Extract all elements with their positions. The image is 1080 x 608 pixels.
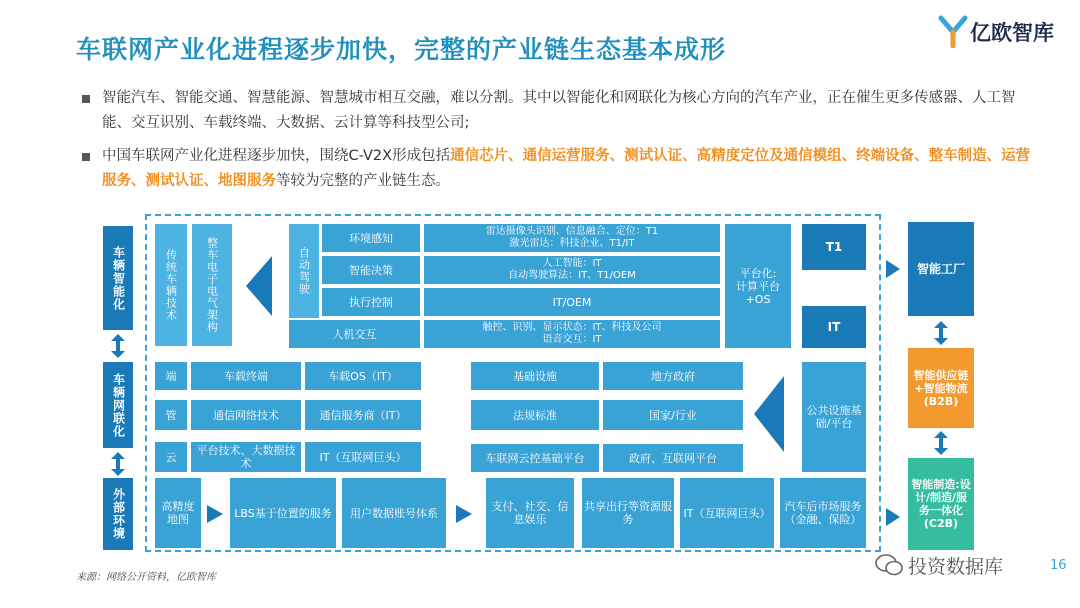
traditional-vehicle-tech: 传统车辆技术	[155, 224, 187, 346]
vehicle-os: 车载OS（IT）	[305, 362, 421, 390]
local-government: 地方政府	[603, 362, 743, 390]
left-label-intelligent: 车辆智能化	[103, 226, 133, 330]
autonomous-driving: 自动驾驶	[289, 224, 319, 318]
smart-supply-chain: 智能供应链+智能物流(B2B)	[908, 348, 974, 428]
infrastructure: 基础设施	[471, 362, 599, 390]
left-label-external: 外部环境	[103, 478, 133, 550]
smart-manufacturing: 智能制造:设计/制造/服务一体化(C2B)	[908, 458, 974, 550]
smart-factory: 智能工厂	[908, 222, 974, 316]
bullet-2-highlight: 通信芯片、通信运营服务、测试认证、高精度定位及通信模组、终端设备、整车制造、运营服务、测试认证、地图服务	[102, 148, 1031, 189]
bullet-2-post: 等较为完整的产业链生态。	[276, 173, 450, 189]
bullet-2-text	[102, 144, 1034, 194]
computing-platform: 平台化: 计算平台 +OS	[725, 224, 791, 348]
internet-giants-bottom: IT（互联网巨头）	[680, 478, 774, 548]
bullet-1-text: 智能汽车、智能交通、智慧能源、智慧城市相互交融，难以分割。其中以智能化和网联化为核心方向的汽车产业，正在催生更多传感器、人工智能、交互识别、车载终端、大数据、云计算等科技型公司;	[102, 90, 1016, 131]
layer-pipe: 管	[155, 400, 187, 430]
double-arrow-icon	[931, 320, 951, 346]
hmi-detail: 触控、识别、显示状态：IT、科技及公司 语音交互：IT	[424, 320, 720, 348]
comm-network-tech: 通信网络技术	[191, 400, 301, 430]
left-label-networked: 车辆网联化	[103, 362, 133, 448]
right-arrow-icon	[884, 258, 902, 280]
page-number: 16	[1050, 558, 1067, 573]
internet-giants: IT（互联网巨头）	[305, 442, 421, 472]
page-title: 车联网产业化进程逐步加快，完整的产业链生态基本成形	[76, 35, 727, 64]
shared-mobility: 共享出行等资源服务	[582, 478, 674, 548]
bullet-marker	[82, 153, 90, 161]
user-data-account: 用户数据账号体系	[342, 478, 446, 548]
source-note: 来源：网络公开资料，亿欧智库	[76, 572, 216, 583]
national-industry: 国家/行业	[603, 400, 743, 430]
public-facilities-platform: 公共设施基础/平台	[802, 362, 866, 472]
bullet-marker	[82, 95, 90, 103]
right-arrow-icon	[454, 503, 474, 525]
double-arrow-icon	[108, 450, 128, 478]
gov-internet-platform: 政府、互联网平台	[603, 444, 743, 472]
right-arrow-icon	[884, 506, 902, 528]
vehicle-terminal: 车载终端	[191, 362, 301, 390]
lbs-service: LBS基于位置的服务	[230, 478, 336, 548]
left-arrow-icon	[244, 254, 274, 318]
ee-architecture: 整车电子电气架构	[192, 224, 232, 346]
left-arrow-icon	[752, 374, 786, 454]
comm-service-provider: 通信服务商（IT）	[305, 400, 421, 430]
brand-logo-icon	[938, 14, 968, 48]
env-perception-detail: 雷达摄像头识别、信息融合、定位：T1 激光雷达：科技企业、T1/IT	[424, 224, 720, 252]
v2x-cloud-platform: 车联网云控基础平台	[471, 444, 599, 472]
bullet-2-pre: 中国车联网产业化进程逐步加快，围绕C-V2X形成包括	[102, 148, 451, 164]
hmi: 人机交互	[289, 320, 420, 348]
double-arrow-icon	[108, 332, 128, 360]
bullet-2	[84, 144, 1034, 194]
execution-control: 执行控制	[322, 288, 420, 316]
brand-name: 亿欧智库	[970, 21, 1054, 45]
layer-terminal: 端	[155, 362, 187, 390]
aftermarket-services: 汽车后市场服务（金融、保险）	[780, 478, 866, 548]
wechat-icon	[874, 552, 904, 578]
platform-bigdata: 平台技术、大数据技术	[191, 442, 301, 472]
payment-social-infotainment: 支付、社交、信息娱乐	[486, 478, 574, 548]
hd-map: 高精度地图	[155, 478, 201, 548]
execution-control-detail: IT/OEM	[424, 288, 720, 316]
smart-decision-detail: 人工智能：IT 自动驾驶算法：IT、T1/OEM	[424, 256, 720, 284]
env-perception: 环境感知	[322, 224, 420, 252]
double-arrow-icon	[931, 430, 951, 456]
bullet-1	[84, 86, 1034, 136]
t1-box: T1	[802, 224, 866, 270]
layer-cloud: 云	[155, 442, 187, 472]
right-arrow-icon	[205, 503, 225, 525]
it-box: IT	[802, 306, 866, 348]
watermark: 投资数据库	[908, 556, 1004, 578]
smart-decision: 智能决策	[322, 256, 420, 284]
regulations-standards: 法规标准	[471, 400, 599, 430]
